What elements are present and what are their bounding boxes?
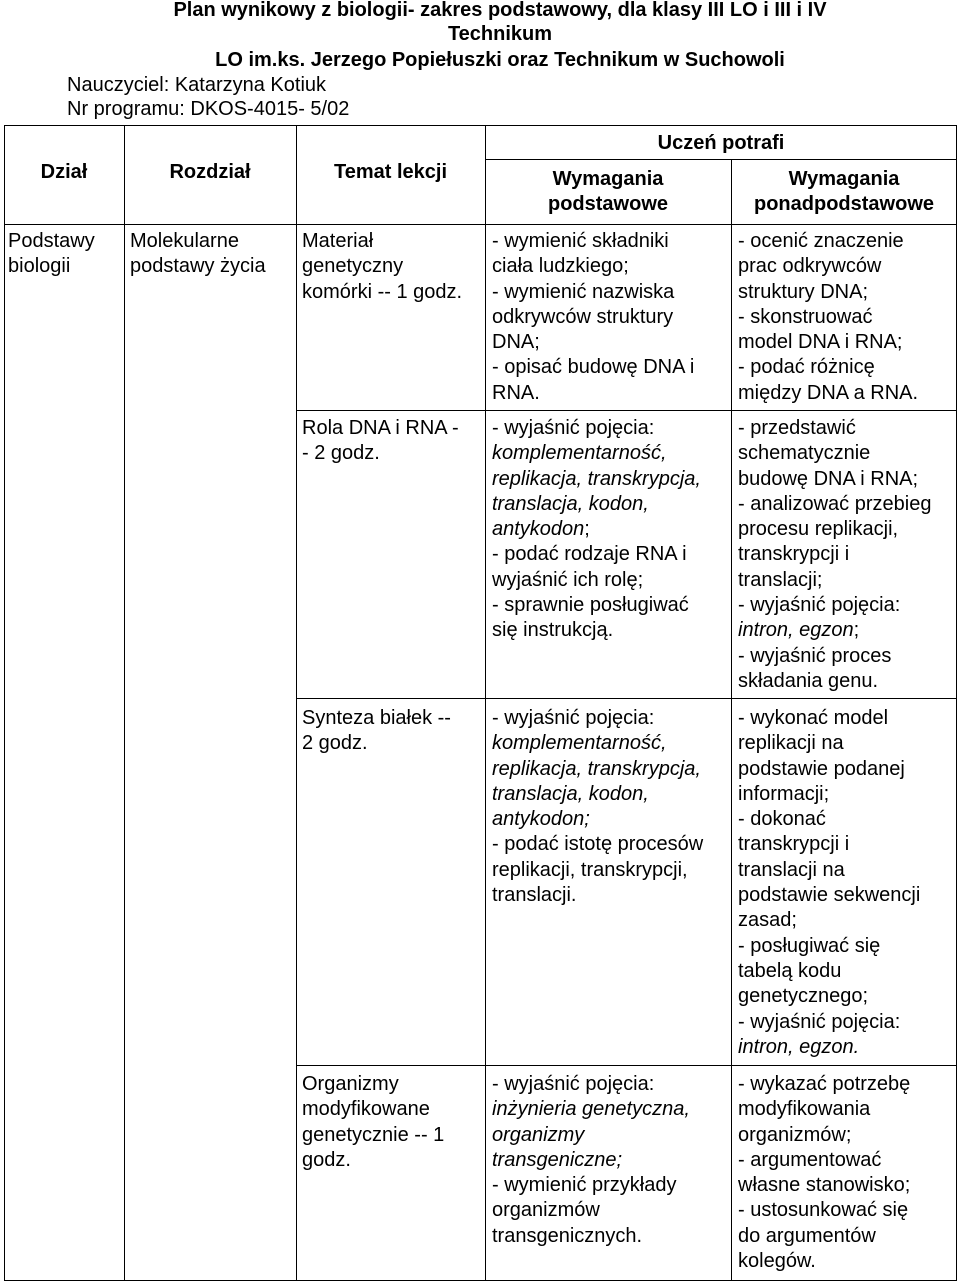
advanced-requirement-line [738,416,931,441]
line-text: genetycznego; [738,985,869,1008]
header-wymagania-podstawowe [485,167,731,217]
line-text: organizmów; [738,1123,852,1146]
dzial-line: Podstawy [8,230,95,252]
line-text: RNA. [492,381,540,404]
topic-line: komórki -- 1 godz. [302,280,463,303]
basic-requirement-line [492,305,694,330]
line-text: procesu replikacji, [738,518,899,541]
basic-requirement-line [492,883,703,908]
line-text: - wyjaśnić pojęcia: [492,1073,655,1095]
line-text: transgenicznych. [492,1224,643,1247]
header-wymagania-ponadpodstawowe [731,167,957,217]
advanced-requirement-line [738,330,918,355]
header-wymagania-podstawowe-line-1: Wymagania [552,168,664,190]
topic-cell [302,1072,444,1173]
advanced-requirement-line [738,757,920,782]
line-text: ciała ludzkiego; [492,255,629,278]
basic-requirement-line [492,229,694,254]
line-text: modyfikowania [738,1098,871,1121]
italic-term: replikacja, transkrypcja, [492,467,701,490]
line-text: replikacji, transkrypcji, [492,858,688,881]
header-uczen-potrafi: Uczeń potrafi [657,132,785,154]
advanced-requirements-cell [738,229,918,406]
advanced-requirement-line [738,1148,910,1173]
basic-requirement-line [492,517,701,542]
line-text: - wyjaśnić pojęcia: [738,594,901,617]
advanced-requirement-line [738,1010,920,1035]
line-text: się instrukcją. [492,619,614,642]
advanced-requirement-line [738,542,931,567]
line-text: - dokonać [738,808,826,831]
basic-requirement-line [492,858,703,883]
advanced-requirements-cell [738,706,920,1060]
line-text: podstawie sekwencji [738,884,921,907]
line-text: między DNA a RNA. [738,381,919,404]
basic-requirement-line [492,355,694,380]
basic-requirement-line [492,1148,690,1173]
line-text: wyjaśnić ich rolę; [492,568,644,591]
basic-requirement-line [492,1072,690,1097]
line-text: replikacji na [738,732,844,755]
advanced-requirement-line [738,618,931,643]
advanced-requirement-line [738,280,918,305]
line-text: własne stanowisko; [738,1174,911,1197]
line-text: - wyjaśnić proces [738,644,892,667]
topic-line: Rola DNA i RNA - [302,417,459,439]
topic-cell [302,706,451,757]
topic-cell [302,416,459,467]
line-text: prac odkrywców [738,255,882,278]
basic-requirement-line [492,1097,690,1122]
header-dzial: Dział [40,161,88,183]
advanced-requirement-line [738,355,918,380]
line-text: - opisać budowę DNA i [492,356,695,379]
line-text: struktury DNA; [738,280,869,303]
line-text: - podać różnicę [738,356,875,379]
line-text: podstawie podanej [738,757,905,780]
line-text: - wyjaśnić pojęcia: [492,707,655,729]
document-title-line-2: Technikum [447,23,553,45]
basic-requirement-line [492,330,694,355]
line-text: budowę DNA i RNA; [738,467,919,490]
basic-requirement-line [492,593,701,618]
advanced-requirement-line [738,441,931,466]
line-text: - ustosunkować się [738,1199,909,1222]
basic-requirement-line [492,731,703,756]
advanced-requirement-line [738,782,920,807]
advanced-requirement-line [738,984,920,1009]
rozdzial-line: podstawy życia [130,255,266,278]
basic-requirement-line [492,381,694,406]
advanced-requirement-line [738,858,920,883]
italic-term: translacja, kodon, [492,492,649,515]
advanced-requirement-line [738,832,920,857]
basic-requirements-cell [492,416,701,644]
line-text: - argumentować [738,1148,882,1171]
basic-requirement-line [492,416,701,441]
topic-line: - 2 godz. [302,442,380,465]
line-text: - posługiwać się [738,934,881,957]
advanced-requirement-line [738,305,918,330]
line-text: - wyjaśnić pojęcia: [492,417,655,439]
advanced-requirement-line [738,644,931,669]
line-text: - analizować przebieg [738,492,932,515]
advanced-requirement-line [738,1198,910,1223]
advanced-requirement-line [738,229,918,254]
line-text: - wyjaśnić pojęcia: [738,1010,901,1033]
italic-term: translacja, kodon, [492,782,649,805]
header-temat: Temat lekcji [333,161,448,183]
header-wymagania-ponadpodstawowe-line-2: ponadpodstawowe [754,193,934,215]
line-text: translacji na [738,858,845,881]
rozdzial-cell [130,229,266,280]
advanced-requirement-line [738,1097,910,1122]
advanced-requirements-cell [738,1072,910,1274]
line-text: ; [853,619,860,642]
header-rozdzial: Rozdział [169,161,251,183]
line-text: - wykonać model [738,707,889,729]
basic-requirement-line [492,757,703,782]
italic-term: komplementarność, [492,442,667,465]
line-text: - wykazać potrzebę [738,1073,911,1095]
basic-requirement-line [492,254,694,279]
topic-line: godz. [302,1148,351,1171]
header-wymagania-ponadpodstawowe-line-1: Wymagania [788,168,900,190]
italic-term: antykodon [492,518,585,541]
rozdzial-line: Molekularne [130,230,239,252]
dzial-cell [8,229,95,280]
advanced-requirement-line [738,669,931,694]
line-text: ; [584,518,590,541]
advanced-requirement-line [738,706,920,731]
advanced-requirement-line [738,467,931,492]
line-text: - przedstawić [738,417,856,439]
teacher-name: Nauczyciel: Katarzyna Kotiuk [67,74,327,96]
basic-requirement-line [492,568,701,593]
topic-line: Synteza białek -- [302,707,451,729]
document-title-line-1: Plan wynikowy z biologii- zakres podstawowy, dla klasy III LO i III i IV [173,0,827,21]
advanced-requirement-line [738,1173,910,1198]
program-number: Nr programu: DKOS-4015- 5/02 [67,98,350,120]
advanced-requirement-line [738,934,920,959]
line-text: odkrywców struktury [492,305,674,328]
advanced-requirement-line [738,254,918,279]
line-text: schematycznie [738,442,871,465]
line-text: tabelą kodu [738,959,842,982]
basic-requirements-cell [492,1072,690,1249]
line-text: do argumentów [738,1224,876,1247]
line-text: - ocenić znaczenie [738,230,904,252]
advanced-requirement-line [738,731,920,756]
line-text: DNA; [492,331,540,354]
line-text: - skonstruować [738,305,873,328]
italic-term: inżynieria genetyczna, [492,1098,690,1121]
advanced-requirement-line [738,568,931,593]
italic-term: intron, egzon. [738,1035,860,1058]
line-text: transkrypcji i [738,543,850,566]
line-text: zasad; [738,909,797,932]
advanced-requirement-line [738,807,920,832]
line-text: organizmów [492,1199,600,1222]
line-text: informacji; [738,782,830,805]
italic-term: intron, egzon [738,619,854,642]
line-text: - wymienić składniki [492,230,669,252]
line-text: - wymienić przykłady [492,1174,677,1197]
line-text: - podać istotę procesów [492,833,704,856]
advanced-requirement-line [738,1123,910,1148]
basic-requirement-line [492,467,701,492]
basic-requirement-line [492,1224,690,1249]
advanced-requirement-line [738,908,920,933]
basic-requirement-line [492,832,703,857]
dzial-line: biologii [8,255,71,278]
advanced-requirement-line [738,1224,910,1249]
topic-line: Materiał [302,230,374,252]
line-text: - wymienić nazwiska [492,280,675,303]
advanced-requirement-line [738,959,920,984]
line-text: - sprawnie posługiwać [492,594,689,617]
line-text: translacji. [492,884,577,907]
advanced-requirement-line [738,517,931,542]
line-text: translacji; [738,568,823,591]
advanced-requirement-line [738,593,931,618]
basic-requirements-cell [492,229,694,406]
italic-term: replikacja, transkrypcja, [492,757,701,780]
line-text: - podać rodzaje RNA i [492,543,687,566]
basic-requirement-line [492,782,703,807]
school-name: LO im.ks. Jerzego Popiełuszki oraz Technikum w Suchowoli [215,49,785,71]
basic-requirement-line [492,492,701,517]
basic-requirement-line [492,618,701,643]
advanced-requirement-line [738,492,931,517]
italic-term: organizmy [492,1123,585,1146]
advanced-requirement-line [738,1035,920,1060]
basic-requirements-cell [492,706,703,908]
advanced-requirement-line [738,883,920,908]
basic-requirement-line [492,706,703,731]
advanced-requirement-line [738,1072,910,1097]
topic-line: Organizmy [302,1073,399,1095]
basic-requirement-line [492,1123,690,1148]
line-text: składania genu. [738,669,879,692]
topic-cell [302,229,462,305]
italic-term: antykodon; [492,808,590,831]
italic-term: transgeniczne; [492,1148,623,1171]
topic-line: genetycznie -- 1 [302,1123,445,1146]
topic-line: 2 godz. [302,732,368,755]
topic-line: genetyczny [302,255,404,278]
header-wymagania-podstawowe-line-2: podstawowe [547,193,668,215]
basic-requirement-line [492,441,701,466]
line-text: kolegów. [738,1250,816,1273]
line-text: transkrypcji i [738,833,850,856]
advanced-requirement-line [738,1249,910,1274]
advanced-requirements-cell [738,416,931,694]
basic-requirement-line [492,807,703,832]
line-text: model DNA i RNA; [738,331,903,354]
basic-requirement-line [492,1173,690,1198]
italic-term: komplementarność, [492,732,667,755]
advanced-requirement-line [738,381,918,406]
basic-requirement-line [492,542,701,567]
basic-requirement-line [492,280,694,305]
topic-line: modyfikowane [302,1098,430,1121]
basic-requirement-line [492,1198,690,1223]
